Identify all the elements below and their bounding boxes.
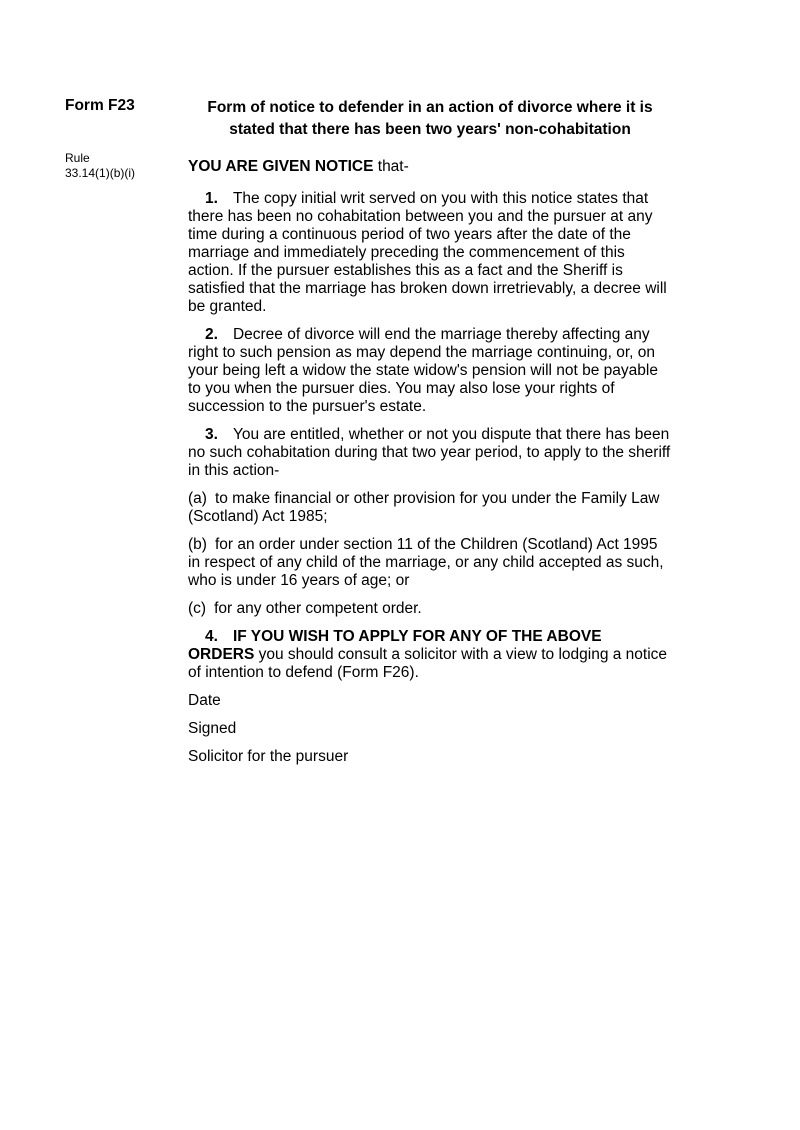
paragraph-4-number: 4. [205, 628, 218, 645]
form-number: Form F23 [65, 97, 135, 114]
paragraph-4-rest-text: you should consult a solicitor with a view to lodging a notice of intention to defend (Form F26). [188, 646, 668, 681]
list-item-c-text: for any other competent order. [214, 600, 422, 617]
form-title-line-2: stated that there has been two years' non-cohabitation [229, 121, 631, 138]
paragraph-2 [188, 326, 672, 416]
rule-number: 33.14(1)(b)(i) [65, 166, 136, 180]
list-item-a-label: (a) [188, 490, 207, 507]
form-title [188, 97, 672, 141]
form-title-line-1: Form of notice to defender in an action of divorce where it is [207, 99, 653, 116]
date-label: Date [188, 692, 221, 709]
list-item-c-label: (c) [188, 600, 207, 617]
list-item-a [188, 490, 672, 526]
rule-reference [65, 151, 135, 181]
paragraph-3-number: 3. [205, 426, 218, 443]
signed-label: Signed [188, 720, 237, 737]
paragraph-4-bold-text: IF YOU WISH TO APPLY FOR ANY OF THE ABOVE ORDERS [188, 628, 602, 663]
list-item-a-text: to make financial or other provision for you under the Family Law (Scotland) Act 1985; [188, 490, 660, 525]
list-item-c [188, 600, 672, 618]
notice-heading-rest: that- [373, 158, 409, 175]
paragraph-2-text: Decree of divorce will end the marriage thereby affecting any right to such pension as may depend the marriage continuing, or, on your being left a widow the state widow's pension will not be payable to you when the pursuer dies. You may also lose your rights of succession to the pursuer's estate. [188, 326, 658, 415]
rule-label: Rule [65, 151, 90, 165]
notice-heading [188, 158, 672, 176]
notice-heading-bold: YOU ARE GIVEN NOTICE [188, 158, 374, 175]
list-item-b-text: for an order under section 11 of the Children (Scotland) Act 1995 in respect of any child of the marriage, or any child accepted as such, who is under 16 years of age; or [188, 536, 664, 589]
solicitor-label: Solicitor for the pursuer [188, 748, 349, 765]
paragraph-4 [188, 628, 672, 682]
paragraph-2-number: 2. [205, 326, 218, 343]
paragraph-1-number: 1. [205, 190, 218, 207]
paragraph-1 [188, 190, 672, 316]
list-item-b-label: (b) [188, 536, 207, 553]
document-body [188, 97, 672, 776]
paragraph-3-text: You are entitled, whether or not you dispute that there has been no such cohabitation during that two year period, to apply to the sheriff in this action- [188, 426, 671, 479]
paragraph-1-text: The copy initial writ served on you with this notice states that there has been no cohabitation between you and the pursuer at any time during a continuous period of two years after the date of the marriage and immediately preceding the commencement of this action. If the pursuer establishes this as a fact and the Sheriff is satisfied that the marriage has broken down irretrievably, a decree will be granted. [188, 190, 667, 315]
paragraph-3 [188, 426, 672, 480]
list-item-b [188, 536, 672, 590]
